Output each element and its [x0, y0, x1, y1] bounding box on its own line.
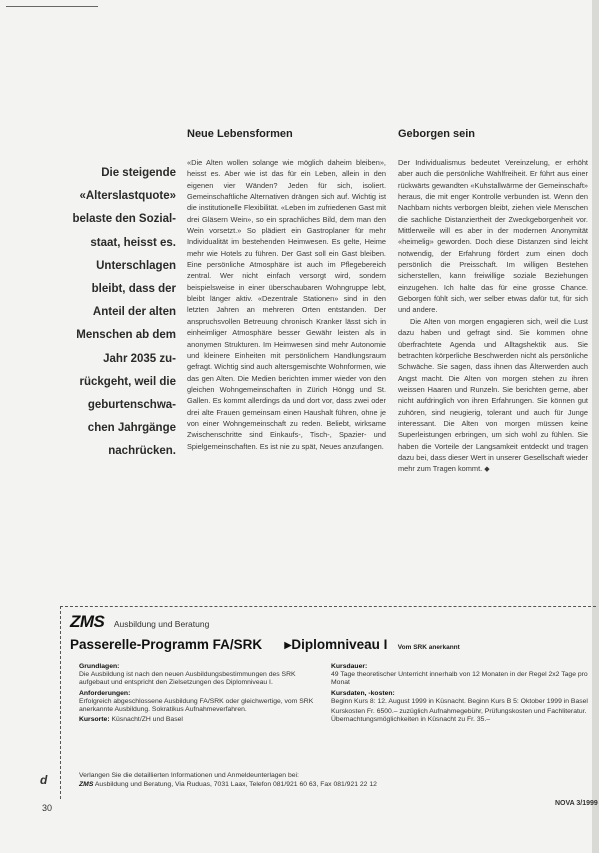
pull-quote-line: chen Jahrgänge	[87, 422, 176, 435]
zms-brand-small: ZMS	[79, 780, 94, 788]
paragraph-text: Die Alten von morgen engagieren sich, weil die Lust dazu haben und gefragt sind. Sie kommen ohne überfrachtete Agenda und Alltagshektik aus. Sie betrachten körperliche Beschwerden nicht als persönliche Schwäche. Sie sagen, dass ihnen das Älterwerden auch Angst macht. Die Alten von morgen stehen zu ihren weissen Haaren und Runzeln. Sie berichten gerne, aber nicht aufdringlich von ihren Erfahrungen. Sie können gut zuhören, sind neugierig, tolerant und auch für Junge interessant. Die Alten von morgen müssen keine Superleistungen erbringen, um sich wohl zu fühlen. Sie haben die Vorteile der Langsamkeit entdeckt und tragen dazu bei, dass dieser Wert in unserer Gesellschaft wieder mehr zum Tragen kommt.	[398, 316, 588, 474]
ad-info-text: Beginn Kurs 8: 12. August 1999 in Küsnacht. Beginn Kurs B 5: Oktober 1999 in Basel	[331, 697, 588, 705]
pull-quote	[52, 162, 176, 464]
article-column-2	[398, 157, 588, 476]
ad-info-text: Küsnacht/ZH und Basel	[111, 716, 183, 724]
ad-info-text: Kurskosten Fr. 6500.– zuzüglich Aufnahmegebühr, Prüfungskosten und Fachliteratur. Übernachtungsmöglichkeiten in Küsnacht zu Fr. 35.–	[331, 708, 587, 724]
section-title-neue-lebensformen: Neue Lebensformen	[187, 128, 293, 140]
pull-quote-line: nachrücken.	[108, 445, 176, 458]
ad-right-column	[331, 663, 593, 726]
ad-info-block	[79, 690, 319, 715]
ad-brand-subtitle: Ausbildung und Beratung	[113, 619, 210, 629]
paragraph: Der Individualismus bedeutet Vereinzelung, er erhöht aber auch die persönliche Wahlfreiheit. Er führt aus einer rückwärts gewandten «Kuhstallwärme der Gemeinschaft» heraus, die mit enger Kontrolle verbunden ist. Wenn den Nachbarn nichts verborgen bleibt, ziehen viele Menschen die sachliche Distanziertheit der Zweckgeborgenheit vor. Mittlerweile will es aber in der modernen Anonymität «heimelig» geworden. Doch diese Distanzen sind leicht notwendig, der Erfahrung fördert zum einen doch persönlich die Preisschaft. Im willigen Bestehen sicherstellen, kann freiwillige soziale Beziehungen einzugehen. Ich halte das für eine grosse Chance. Geborgen fühlt sich, wer selber etwas dafür tut, für sich und andere.	[398, 158, 588, 315]
ad-info-text: Die Ausbildung ist nach den neuen Ausbildungsbestimmungen des SRK aufgebaut und entspricht den Zielsetzungen des Diplomniveau I.	[79, 671, 296, 687]
pull-quote-line: bleibt, dass der	[91, 283, 176, 296]
page-number: 30	[42, 803, 53, 813]
article-column-1	[187, 157, 386, 452]
ad-info-label: Anforderungen:	[79, 689, 131, 697]
side-mark: d	[40, 773, 48, 787]
pull-quote-line: Jahr 2035 zu-	[103, 352, 176, 365]
ad-footer-contact	[79, 781, 579, 790]
pull-quote-line: «Alterslastquote»	[79, 190, 176, 203]
ad-left-column	[79, 663, 319, 726]
ad-info-label: Kursorte:	[79, 716, 110, 724]
ad-info-block	[331, 690, 593, 706]
magazine-footer: NOVA 3/1999	[555, 800, 598, 807]
srk-recognition-note: Vom SRK anerkannt	[397, 644, 460, 651]
ad-footer-line: Verlangen Sie die detaillierten Informationen und Anmeldeunterlagen bei:	[79, 772, 299, 779]
pull-quote-line: belaste den Sozial-	[72, 213, 176, 226]
pull-quote-line: Unterschlagen	[96, 259, 176, 272]
ad-info-label: Kursdauer:	[331, 663, 368, 670]
ad-info-label: Grundlagen:	[79, 663, 120, 670]
paragraph-with-end	[398, 316, 588, 476]
ad-header	[70, 612, 209, 632]
ad-info-block	[79, 716, 319, 724]
end-of-article-icon: ◆	[484, 466, 490, 474]
program-title: Passerelle-Programm FA/SRK	[70, 637, 263, 652]
ad-info-text: Erfolgreich abgeschlossene Ausbildung FA/SRK oder gleichwertige, vom SRK anerkannte Ausbildung. Sokratikus Aufnahmeverfahren.	[79, 697, 314, 714]
zms-logo: ZMS	[70, 612, 105, 631]
pull-quote-line: Menschen ab dem	[76, 329, 176, 342]
pull-quote-line: geburtenschwa-	[87, 399, 176, 412]
top-rule	[6, 6, 98, 7]
ad-footer	[79, 772, 579, 789]
ad-info-label: Kursdaten, -kosten:	[331, 689, 395, 697]
ad-info-block	[79, 663, 319, 688]
ad-info-text: 49 Tage theoretischer Unterricht innerhalb von 12 Monaten in der Regel 2x2 Tage pro Monat	[331, 671, 588, 687]
pull-quote-line: staat, heisst es.	[90, 236, 176, 249]
ad-info-block	[331, 663, 593, 688]
advertisement-box	[60, 606, 596, 799]
paragraph: «Die Alten wollen solange wie möglich daheim bleiben», heisst es. Aber wie ist das für ein Leben, allein in den eigenen vier Wänden? Jeden für sich, isoliert. Gemeinschaftliche Alternativen drängen sich auf. Wichtig ist die institutionelle Flexibilität. «Leben im zufriedenen Gast mit drei Gläsern Wein», so ein sprachliches Bild, dem man den Wein vorsetzt.» So plädiert ein Gastroplaner für mehr Individualität im bestehenden Heimwesen. Es gelte, Heime mehr wie Hotels zu führen. Der Gast soll ein Gast bleiben. Eine persönliche Atmosphäre ist auch im Pflegebereich zentral. Wer nicht einfach versorgt wird, sondern beispielsweise in einer überschaubaren Wohngruppe lebt, bleibt länger aktiv. «Dezentrale Stationen» sind in den letzten Jahren an mehreren Orten entstanden. Der anspruchsvollen Betreuung chronisch Kranker lässt sich in einheimliger Atmosphäre besser Gewähr leisten als in anonymen Strukturen. Im Heimwesen sind mehr Autonomie und kleinere Einheiten mit persönlichem Handlungsraum gefragt. Wichtig sind auch altersgemischte Wohnformen, wie das gen Alten. Die Medien berichten immer wieder von den gleichen Wohngemeinschaften in Zürich Höngg und St. Gallen. Es kommt allerdings da und dort vor, dass zwei oder drei alte Frauen gemeinsam einen Haushalt führen, ohne je von einer Wohngemeinschaft zu reden. Beliebt, wirksame Zwischenschritte sind Einkaufs-, Tisch-, Spazier- und Spielgemeinschaften. Es ist nie zu spät, Neues anzufangen.	[187, 158, 386, 451]
ad-info-block	[331, 708, 593, 724]
diploma-title: ▸Diplomniveau I	[284, 637, 388, 652]
ad-contact-details: Ausbildung und Beratung, Via Ruduas, 7031 Laax, Telefon 081/921 60 63, Fax 081/921 22 12	[94, 780, 377, 788]
ad-program-line	[70, 636, 460, 654]
pull-quote-line: Die steigende	[101, 167, 176, 179]
pull-quote-line: Anteil der alten	[92, 306, 176, 319]
pull-quote-line: rückgeht, weil die	[79, 375, 176, 388]
section-title-geborgen-sein: Geborgen sein	[398, 128, 476, 140]
